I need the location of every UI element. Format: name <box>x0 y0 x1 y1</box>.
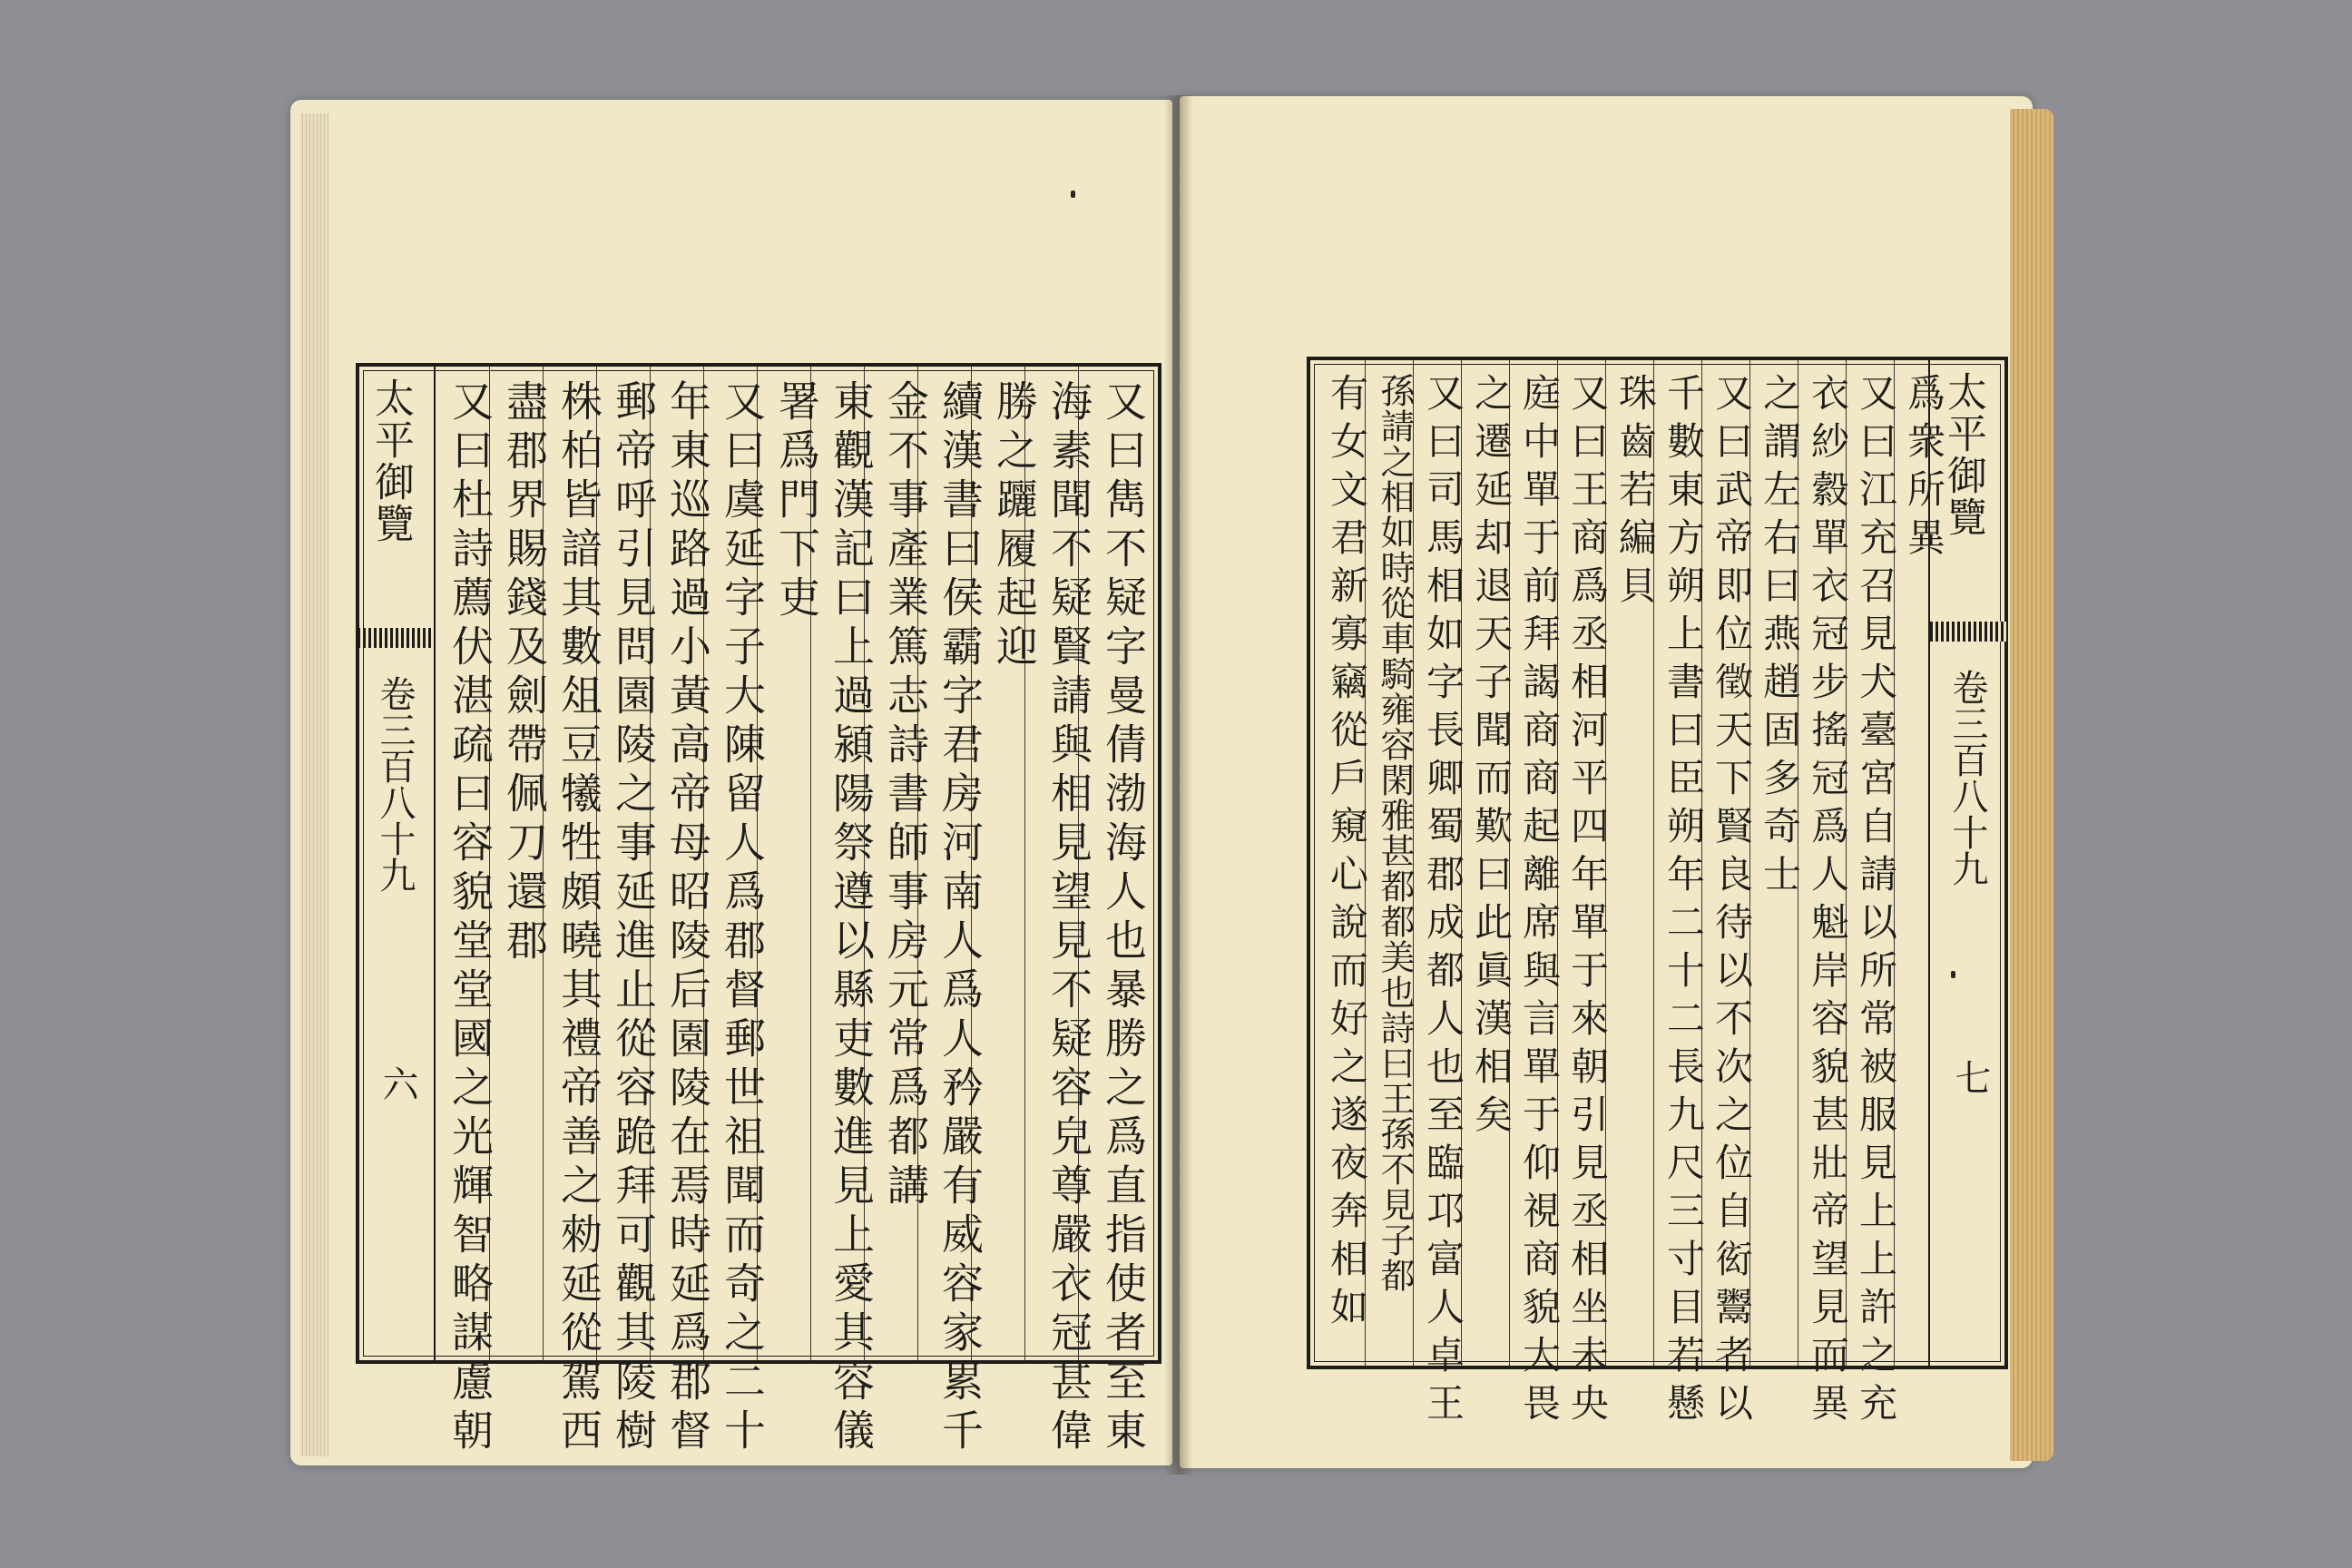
text-column: 庭中單于前拜謁商商起離席與言單于仰視商貌大畏 <box>1517 373 1562 1431</box>
text-column: 海素聞不疑賢請與相見望見不疑容皃尊嚴衣冠甚偉 <box>1044 379 1093 1457</box>
text-column: 又曰江充召見犬臺宮自請以所常被服見上上許之充 <box>1854 373 1898 1431</box>
text-column: 東觀漢記曰上過潁陽祭遵以縣吏數進見上愛其容儀 <box>827 379 876 1457</box>
text-column: 之謂左右曰燕趙固多奇士 <box>1758 373 1802 902</box>
left-text-frame <box>356 363 1161 1457</box>
text-column: 之遷延却退天子聞而歎曰此眞漢相矣 <box>1469 373 1514 1142</box>
text-column: 勝之躧履起迎 <box>990 379 1039 673</box>
text-column: 衣紗縠單衣冠步搖冠爲人魁岸容貌甚壯帝望見而異 <box>1806 373 1850 1431</box>
left-fold-title: 太平御覽 <box>368 377 414 544</box>
ink-speck <box>1071 191 1075 198</box>
right-fishtail-mark <box>1930 622 2006 642</box>
text-column: 又曰司馬相如字長卿蜀郡成都人也至臨邛富人卓王 <box>1421 373 1465 1431</box>
text-column: 金不事產業篤志詩書師事房元常爲都講 <box>881 379 930 1212</box>
text-column: 年東巡路過小黃高帝母昭陵后園陵在焉時延爲郡督 <box>663 379 712 1457</box>
right-fold-page-number: 七 <box>1949 1059 1991 1095</box>
text-column: 又曰武帝即位徵天下賢良待以不次之位自衒鬻者以 <box>1710 373 1754 1431</box>
right-page-edges <box>2010 109 2053 1461</box>
text-column: 千數東方朔上書曰臣朔年二十二長九尺三寸目若懸 <box>1661 373 1706 1431</box>
book-gutter <box>1164 95 1193 1475</box>
text-column: 署爲門下吏 <box>772 379 821 624</box>
left-fold-juan: 卷三百八十九 <box>374 675 416 893</box>
text-column: 盡郡界賜錢及劍帶佩刀還郡 <box>500 379 549 967</box>
left-fold-page-number: 六 <box>377 1065 418 1102</box>
left-fishtail-mark <box>358 628 434 648</box>
text-column: 孫請之相如時從車騎雍容閑雅甚都都美也詩曰王孫不見子都 <box>1375 373 1415 1293</box>
left-page-edges <box>299 113 328 1456</box>
right-fold-title: 太平御覽 <box>1940 371 1986 538</box>
right-fold-juan: 卷三百八十九 <box>1946 669 1988 887</box>
text-column: 珠齒若編貝 <box>1613 373 1658 613</box>
text-column: 又曰雋不疑字曼倩渤海人也暴勝之爲直指使者至東 <box>1099 379 1148 1457</box>
text-column: 有女文君新寡竊從戶窺心說而好之遂夜奔相如 <box>1325 373 1369 1335</box>
text-column: 又曰杜詩薦伏湛疏曰容貌堂堂國之光輝智略謀慮朝 <box>446 379 495 1457</box>
text-column: 郵帝呼引見問園陵之事延進止從容跪拜可觀其陵樹 <box>609 379 658 1457</box>
left-fold-strip <box>356 367 436 1360</box>
text-column: 又曰虞延字子大陳留人爲郡督郵世祖聞而奇之二十 <box>718 379 767 1457</box>
text-column: 又曰王商爲丞相河平四年單于來朝引見丞相坐未央 <box>1565 373 1610 1431</box>
text-column: 株柏皆諳其數俎豆犧牲頗曉其禮帝善之勑延從駕西 <box>554 379 603 1457</box>
right-text-frame <box>1307 357 2008 1431</box>
text-column: 爲衆所異 <box>1902 373 1946 565</box>
text-column: 續漢書曰侯霸字君房河南人爲人矜嚴有威容家累千 <box>936 379 985 1457</box>
